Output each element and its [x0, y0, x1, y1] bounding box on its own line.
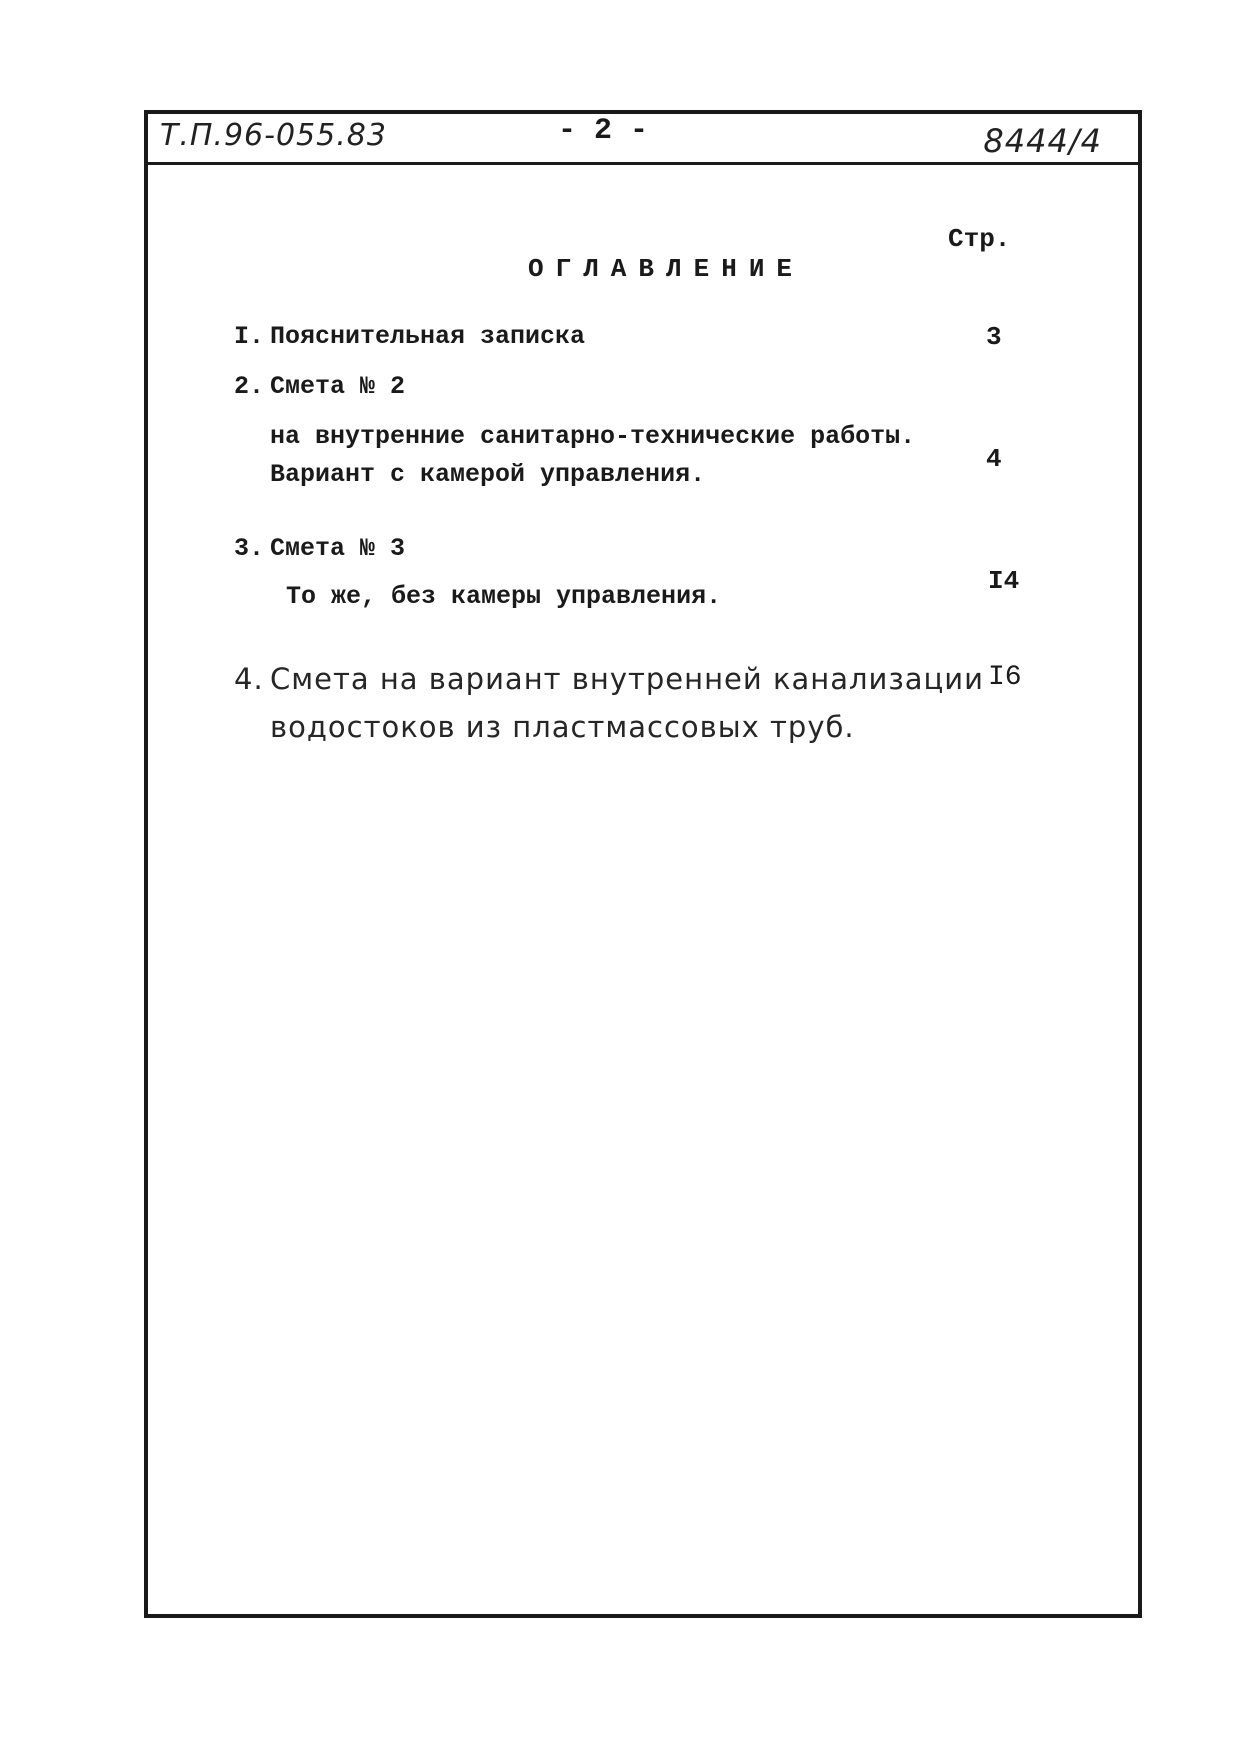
entry-number: 3.: [234, 534, 265, 563]
entry-line: Вариант с камерой управления.: [270, 460, 706, 489]
entry-number: 4.: [234, 662, 264, 696]
entry-title: Смета № 3: [270, 534, 406, 563]
page-column-label: Стр.: [948, 224, 1011, 254]
entry-title: Смета на вариант внутренней канализации: [270, 662, 984, 696]
entry-page: 4: [986, 444, 1002, 474]
toc-title: ОГЛАВЛЕНИЕ: [528, 254, 805, 284]
document-code-stamp: Т.П.96-055.83: [160, 118, 387, 153]
entry-line: То же, без камеры управления.: [286, 582, 722, 611]
entry-line: водостоков из пластмассовых труб.: [270, 710, 855, 744]
entry-title: Пояснительная записка: [270, 322, 586, 351]
entry-page: 3: [986, 322, 1002, 352]
entry-number: I.: [234, 322, 265, 351]
entry-page: I4: [988, 566, 1020, 596]
page-frame: [144, 110, 1142, 1618]
archive-number-stamp: 8444/4: [983, 122, 1102, 160]
entry-line: на внутренние санитарно-технические работы.: [270, 422, 916, 451]
entry-title: Смета № 2: [270, 372, 406, 401]
header-divider: [148, 162, 1138, 165]
page-number: - 2 -: [558, 114, 649, 148]
entry-number: 2.: [234, 372, 265, 401]
entry-page: I6: [988, 662, 1022, 693]
